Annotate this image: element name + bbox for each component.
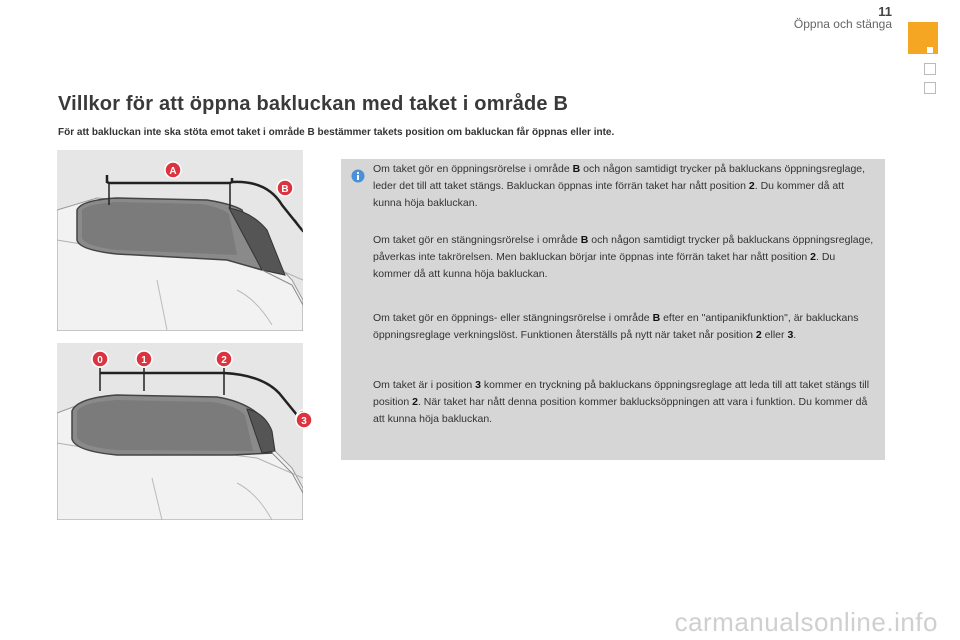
page-subtitle: För att bakluckan inte ska stöta emot taket i område B bestämmer takets position om bakluckan får öppnas eller inte. bbox=[58, 127, 615, 138]
text: kommer en tryckning på bakluckans öppningsreglage att leda till att taket stängs till position bbox=[373, 379, 870, 408]
chapter-tab-3[interactable] bbox=[924, 82, 936, 94]
text: . När taket har nått denna position kommer baklucksöppningen att vara i funktion. Du kommer då att kunna höja bakluckan. bbox=[373, 395, 868, 425]
tab-marker-icon bbox=[927, 47, 933, 53]
area-ref: B bbox=[580, 234, 589, 246]
label-2: 2 bbox=[221, 355, 227, 366]
car-roof-illustration-1 bbox=[57, 150, 303, 331]
text: Om taket är i position bbox=[373, 379, 476, 391]
text: Om taket gör en öppnings- eller stängningsrörelse i område bbox=[373, 312, 653, 324]
chapter-tab-active[interactable] bbox=[908, 22, 938, 54]
position-ref: 3 bbox=[787, 328, 794, 341]
text: Om taket gör en stängningsrörelse i område bbox=[373, 234, 581, 246]
text: och någon samtidigt trycker på bakluckans öppningsreglage, leder det till att taket stängs. Bakluckan öppnas inte förrän taket har nått position bbox=[373, 163, 866, 192]
info-paragraph-4 bbox=[373, 377, 875, 427]
position-ref: 2 bbox=[412, 395, 418, 408]
text: eller bbox=[761, 328, 788, 341]
label-a: A bbox=[169, 166, 177, 177]
page-number: 11 bbox=[878, 4, 892, 19]
area-ref: B bbox=[652, 312, 661, 324]
area-ref: B bbox=[572, 163, 581, 175]
info-paragraph-1 bbox=[373, 161, 875, 211]
chapter-title: Öppna och stänga bbox=[793, 17, 892, 31]
text: . Du kommer då att kunna höja bakluckan. bbox=[373, 250, 836, 280]
position-ref: 2 bbox=[748, 179, 755, 192]
watermark: carmanualsonline.info bbox=[674, 607, 938, 637]
chapter-tab-2[interactable] bbox=[924, 63, 936, 75]
info-paragraph-3 bbox=[373, 310, 875, 344]
label-b: B bbox=[281, 184, 289, 195]
text: . bbox=[793, 328, 797, 341]
info-icon bbox=[351, 169, 365, 183]
label-3-badge-outer bbox=[294, 410, 314, 430]
label-0: 0 bbox=[97, 355, 103, 366]
position-ref: 2 bbox=[810, 250, 817, 263]
text: efter en "antipanikfunktion", är bakluckans öppningsreglage verkningslöst. Funktionen återställs på nytt när taket når position bbox=[373, 312, 859, 341]
info-box bbox=[341, 159, 885, 460]
position-ref: 2 bbox=[755, 328, 762, 341]
text: och någon samtidigt trycker på bakluckans öppningsreglage, påverkas inte takrörelsen. Men bakluckan börjar inte öppnas inte förrän taket har nått position bbox=[373, 234, 874, 263]
figure-roof-positions bbox=[57, 343, 303, 520]
car-roof-illustration-2 bbox=[57, 343, 303, 520]
position-ref: 3 bbox=[475, 379, 481, 391]
info-paragraph-2 bbox=[373, 232, 875, 282]
page-title: Villkor för att öppna bakluckan med taket i område B bbox=[58, 93, 569, 115]
text: . Du kommer då att kunna höja bakluckan. bbox=[373, 179, 845, 209]
label-3: 3 bbox=[301, 416, 307, 427]
figure-roof-area bbox=[57, 150, 303, 331]
label-1: 1 bbox=[141, 355, 147, 366]
text: Om taket gör en öppningsrörelse i område bbox=[373, 163, 573, 175]
